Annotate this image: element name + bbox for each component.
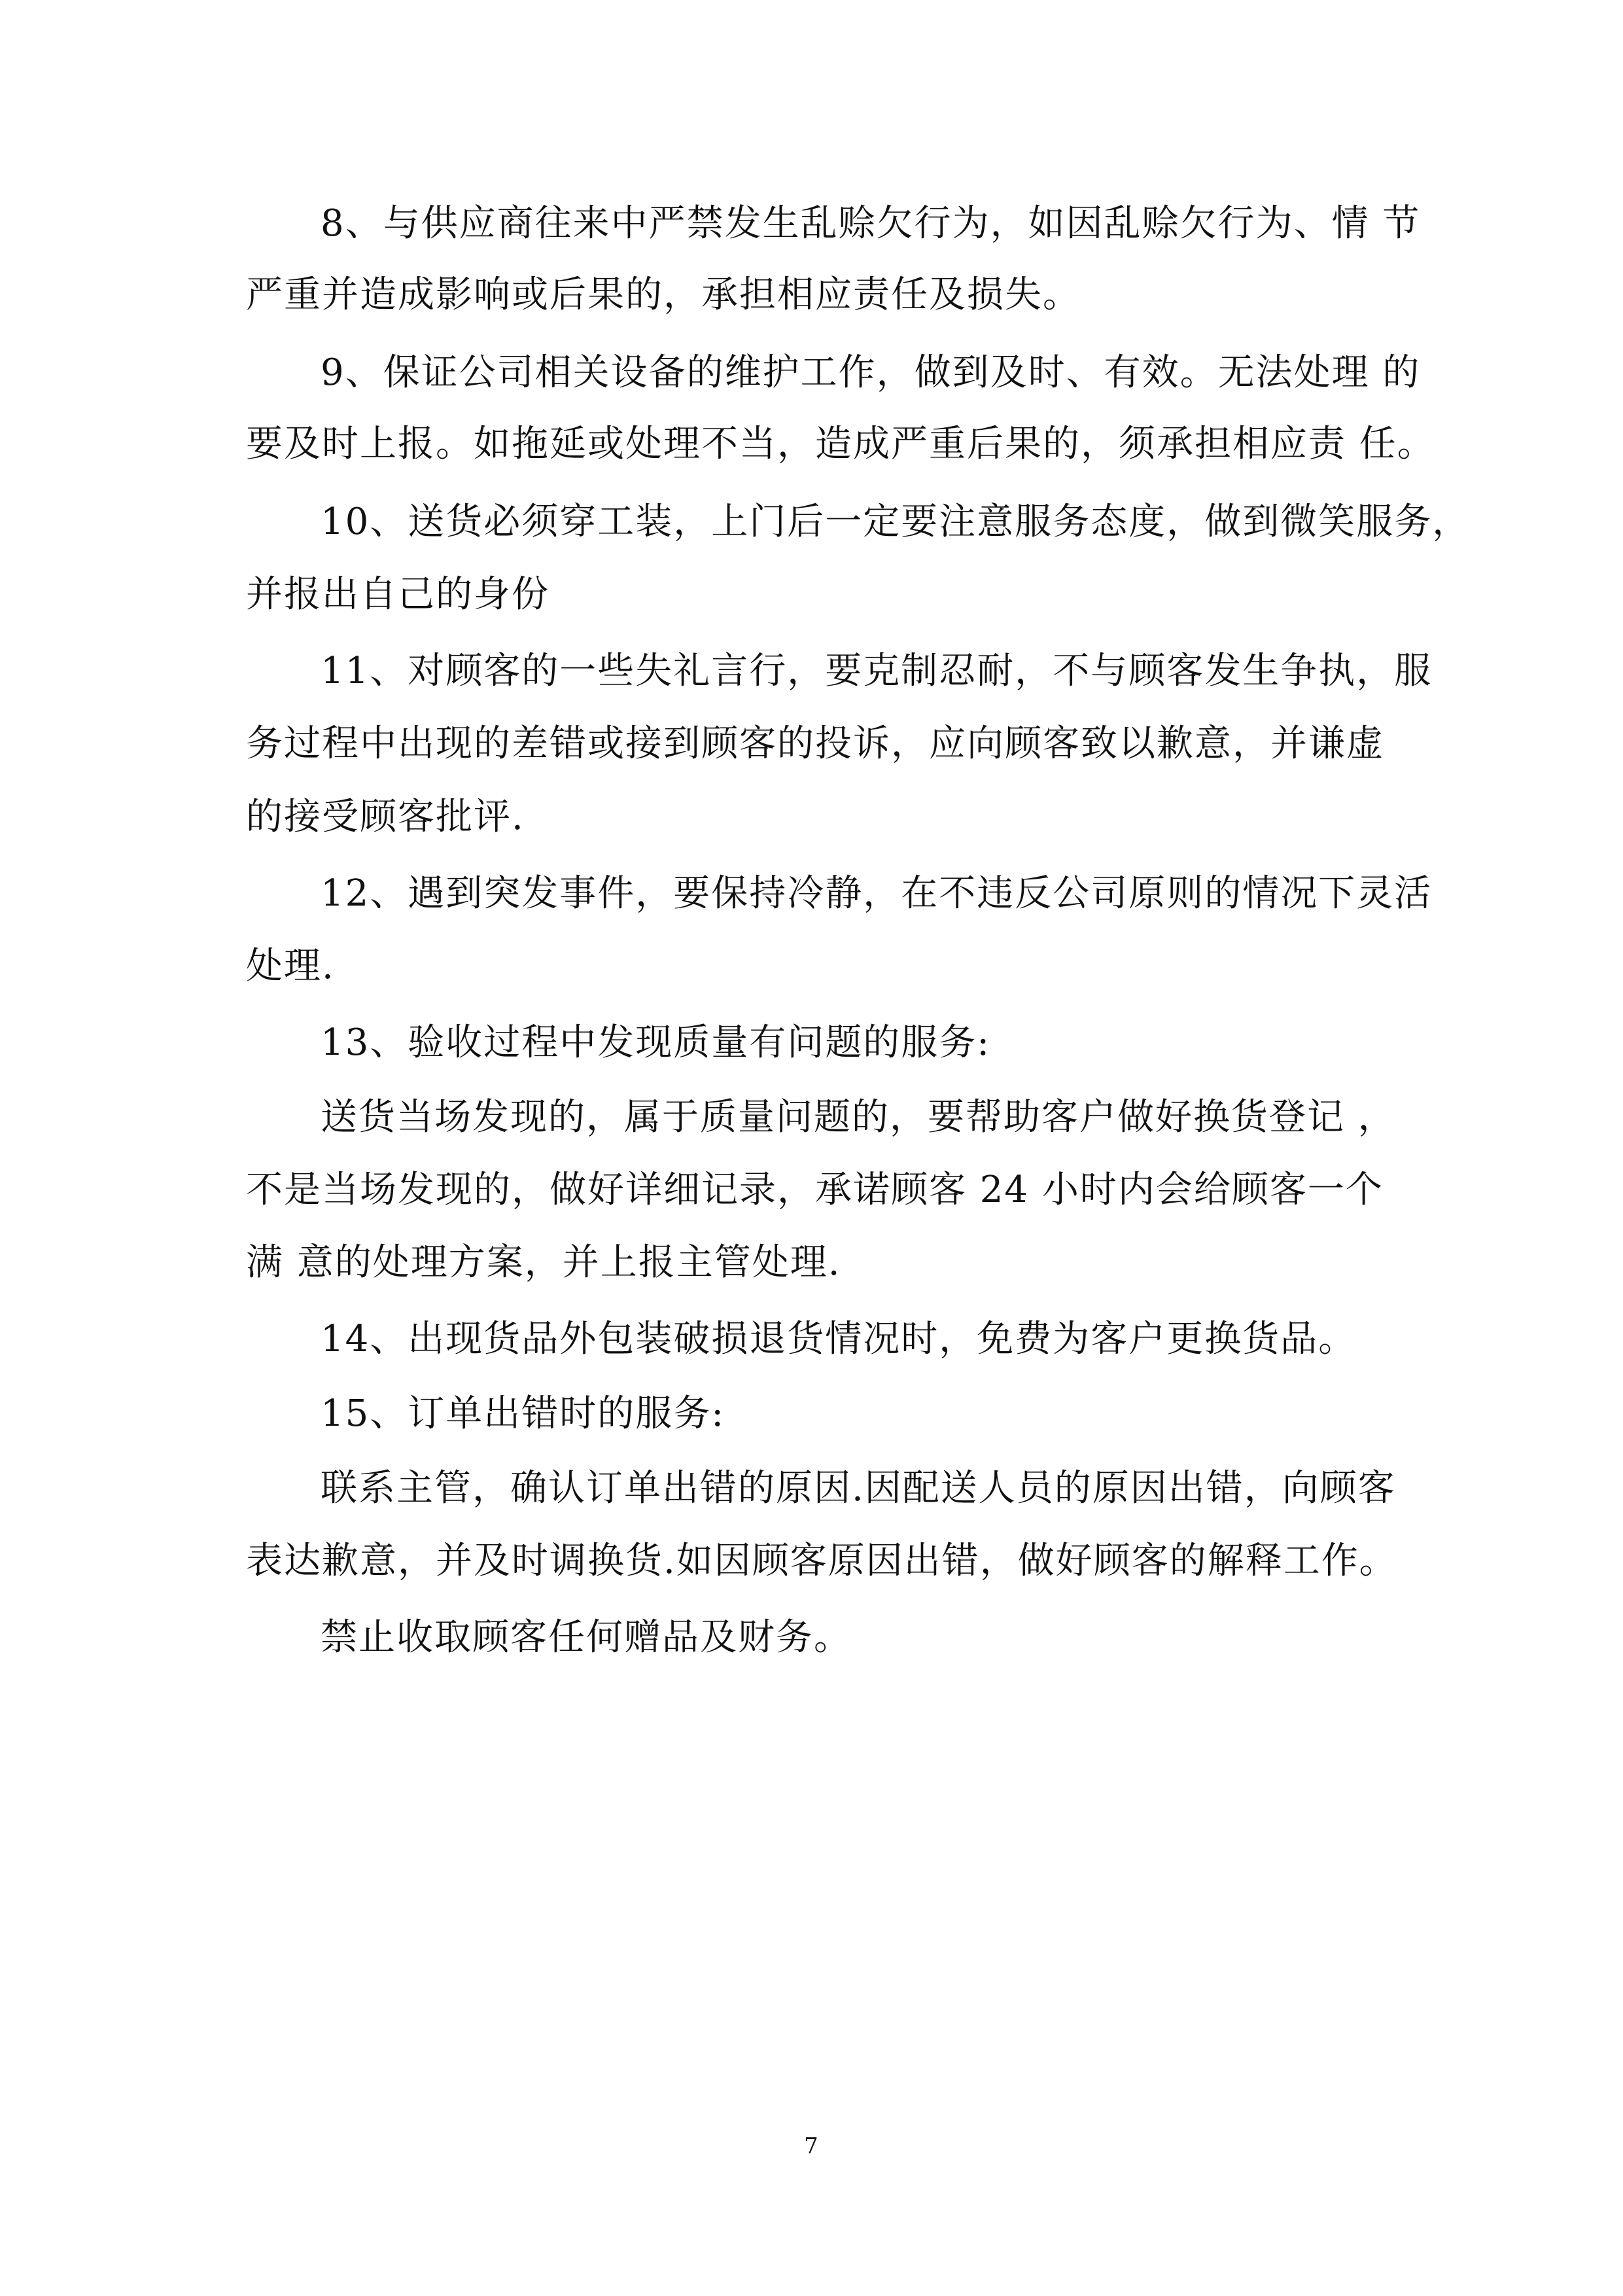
- paragraph-12-line-2: 处理.: [246, 945, 335, 987]
- paragraph-15-body-line-1: 联系主管，确认订单出错的原因.因配送人员的原因出错，向顾客: [321, 1467, 1396, 1510]
- paragraph-15-heading: 15、订单出错时的服务:: [321, 1392, 725, 1435]
- paragraph-13-body-line-1: 送货当场发现的，属于质量问题的，要帮助客户做好换货登记 ，: [321, 1096, 1396, 1139]
- paragraph-13-body-line-3: 满 意的处理方案，并上报主管处理.: [246, 1241, 841, 1284]
- paragraph-10-line-2: 并报出自己的身份: [246, 573, 550, 616]
- page-number: 7: [804, 2133, 818, 2159]
- paragraph-8-line-2: 严重并造成影响或后果的，承担相应责任及损失。: [246, 274, 1081, 316]
- paragraph-9-line-1: 9、保证公司相关设备的维护工作，做到及时、有效。无法处理 的: [321, 351, 1421, 394]
- paragraph-11-line-3: 的接受顾客批评.: [246, 796, 525, 838]
- paragraph-12-line-1: 12、遇到突发事件，要保持冷静，在不违反公司原则的情况下灵活: [321, 872, 1433, 915]
- closing-paragraph: 禁止收取顾客任何赠品及财务。: [321, 1616, 852, 1659]
- paragraph-15-body-line-2: 表达歉意，并及时调换货.如因顾客原因出错，做好顾客的解释工作。: [246, 1540, 1397, 1582]
- paragraph-10-line-1: 10、送货必须穿工装，上门后一定要注意服务态度，做到微笑服务，: [321, 501, 1471, 543]
- paragraph-13-body-line-2: 不是当场发现的，做好详细记录，承诺顾客 24 小时内会给顾客一个: [246, 1169, 1384, 1211]
- paragraph-11-line-2: 务过程中出现的差错或接到顾客的投诉，应向顾客致以歉意，并谦虚: [246, 722, 1384, 765]
- paragraph-14: 14、出现货品外包装破损退货情况时，免费为客户更换货品。: [321, 1318, 1357, 1360]
- paragraph-9-line-2: 要及时上报。如拖延或处理不当，造成严重后果的，须承担相应责 任。: [246, 423, 1435, 465]
- paragraph-13-heading: 13、验收过程中发现质量有问题的服务:: [321, 1021, 991, 1064]
- paragraph-8-line-1: 8、与供应商往来中严禁发生乱赊欠行为，如因乱赊欠行为、情 节: [321, 202, 1421, 245]
- paragraph-11-line-1: 11、对顾客的一些失礼言行，要克制忍耐，不与顾客发生争执，服: [321, 650, 1433, 692]
